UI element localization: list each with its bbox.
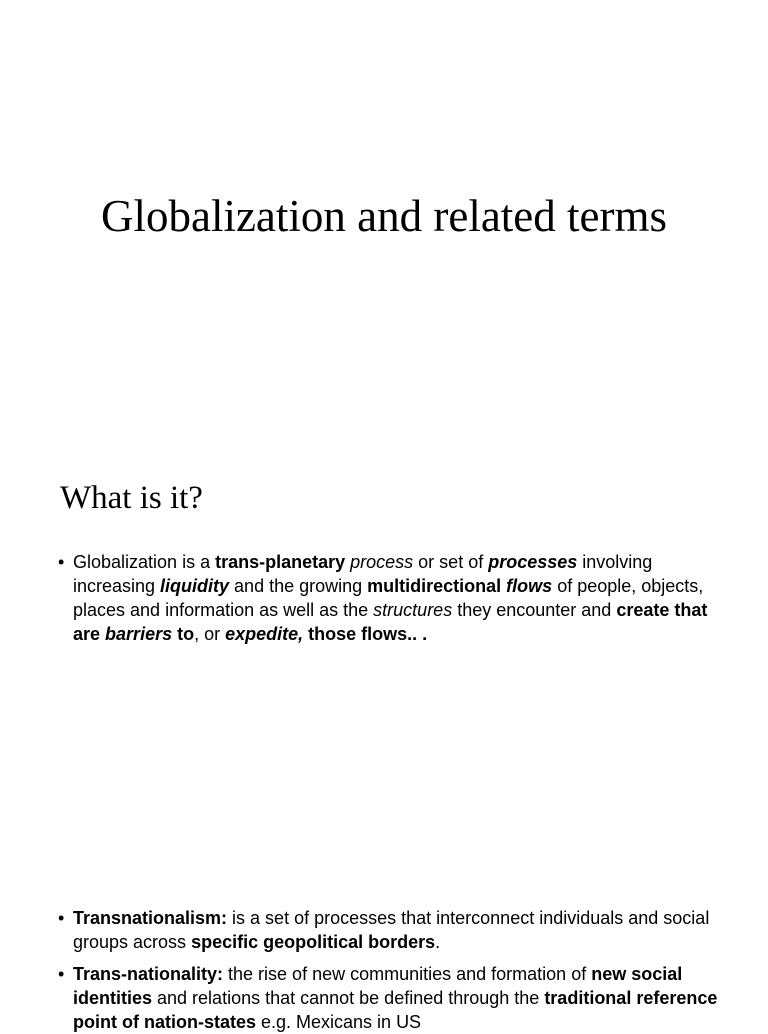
bold-italic-term: expedite, bbox=[225, 624, 304, 644]
bold-italic-term: liquidity bbox=[160, 576, 230, 596]
bullet-text: . bbox=[435, 932, 441, 952]
trans-nationality-bullet bbox=[0, 962, 768, 1034]
terms-list bbox=[0, 906, 768, 1034]
italic-term: structures bbox=[373, 600, 453, 620]
globalization-bullet bbox=[0, 550, 768, 646]
bold-term: create that are bbox=[73, 600, 708, 644]
bold-term: those flows.. . bbox=[303, 624, 428, 644]
bold-italic-term: flows bbox=[506, 576, 553, 596]
bullet-text: involving increasing bbox=[73, 552, 653, 596]
bold-term: specific geopolitical borders bbox=[191, 932, 436, 952]
bold-term: multidirectional bbox=[367, 576, 502, 596]
bold-term: trans-planetary bbox=[215, 552, 346, 572]
bullet-text: they encounter and bbox=[452, 600, 617, 620]
term-label: Transnationalism: bbox=[73, 908, 228, 928]
bold-term: to bbox=[172, 624, 195, 644]
bold-italic-term: processes bbox=[488, 552, 578, 572]
bullet-text: of people, objects, places and information as well as the bbox=[73, 576, 704, 620]
transnationalism-bullet bbox=[0, 906, 768, 954]
bold-term: traditional reference point of nation-states bbox=[73, 988, 718, 1032]
bullet-text: or set of bbox=[413, 552, 489, 572]
bullet-text: the rise of new communities and formation of bbox=[223, 964, 592, 984]
bullet-text: e.g. Mexicans in US bbox=[256, 1012, 422, 1032]
section-heading: What is it? bbox=[60, 480, 203, 516]
bold-italic-term: barriers bbox=[105, 624, 173, 644]
definition-list bbox=[0, 550, 768, 646]
bullet-text: Globalization is a bbox=[73, 552, 216, 572]
italic-term: process bbox=[350, 552, 414, 572]
bullet-text: , or bbox=[194, 624, 226, 644]
term-label: Trans-nationality: bbox=[73, 964, 224, 984]
bullet-text: is a set of processes that interconnect individuals and social groups across bbox=[73, 908, 710, 952]
bold-term: new social identities bbox=[73, 964, 683, 1008]
bullet-text: and the growing bbox=[229, 576, 368, 596]
slide-title: Globalization and related terms bbox=[100, 191, 668, 241]
bullet-text: and relations that cannot be defined through the bbox=[152, 988, 545, 1008]
